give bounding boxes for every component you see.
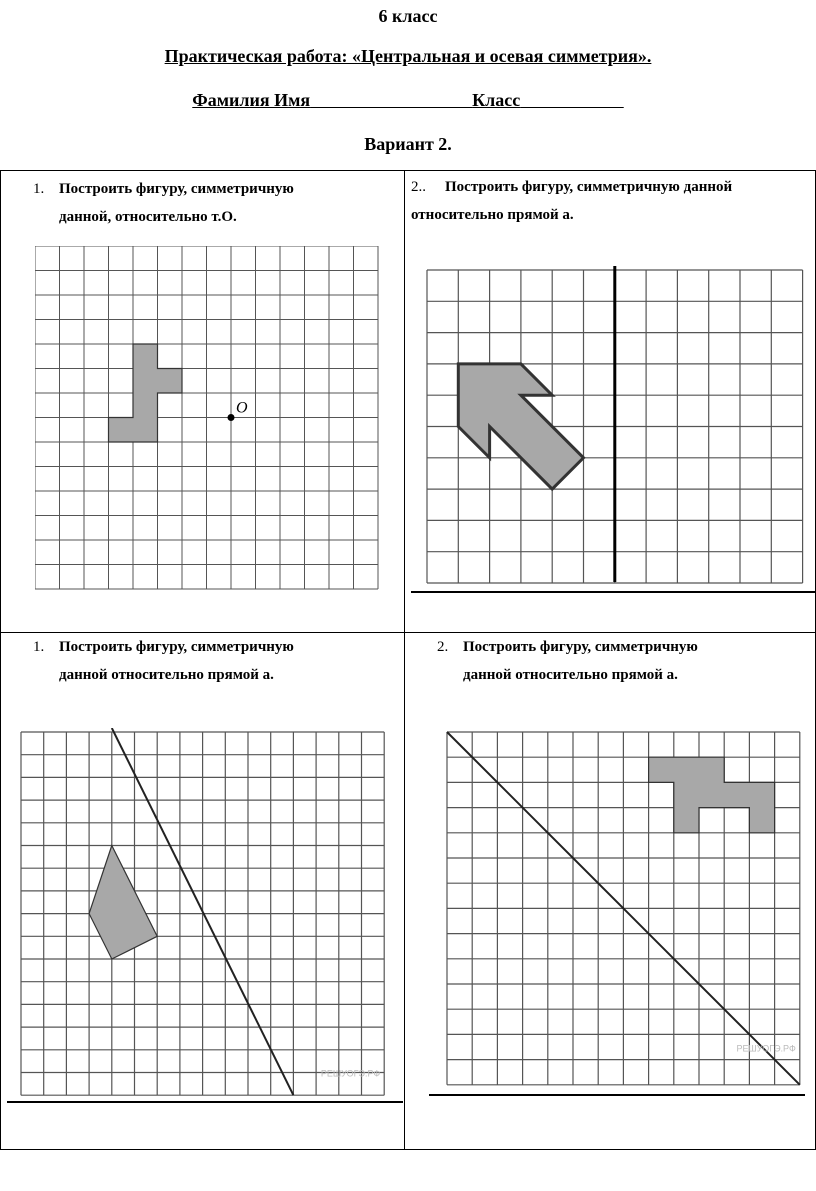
watermark: РЕШУОГЭ.РФ [736, 1043, 796, 1054]
answer-line-2 [411, 591, 816, 593]
work-title: Практическая работа: «Центральная и осевая симметрия». [164, 46, 652, 66]
point-label: O [236, 399, 248, 417]
task-1-text [33, 175, 294, 231]
task-3-line1: Построить фигуру, симметричную [59, 639, 294, 655]
task-1-line2: данной, относительно т.О. [59, 209, 237, 225]
task-3-number: 1. [33, 639, 45, 655]
task-1-drawing[interactable] [35, 246, 385, 591]
task-2-number: 2.. [411, 179, 426, 195]
task-4-number: 2. [437, 639, 449, 655]
grade-heading: 6 класс [378, 6, 438, 26]
answer-line-4 [429, 1094, 805, 1096]
name-field[interactable] [192, 90, 472, 110]
tasks-table [0, 170, 816, 1150]
task-2-text [411, 173, 732, 229]
task-cell-4 [405, 633, 816, 1150]
shaded-quadrilateral [89, 846, 157, 960]
task-cell-1 [1, 171, 405, 633]
class-label: Класс [472, 90, 521, 110]
class-field[interactable] [472, 90, 624, 110]
task-1-number: 1. [33, 181, 45, 197]
shaded-figure [649, 757, 775, 833]
task-3-line2: данной относительно прямой а. [59, 667, 274, 683]
watermark: РЕШУОГЭ.РФ [320, 1068, 381, 1079]
task-4-line1: Построить фигуру, симметричную [463, 639, 698, 655]
task-4-line2: данной относительно прямой а. [463, 667, 678, 683]
student-line [0, 90, 816, 111]
task-cell-2 [405, 171, 816, 633]
task-3-text [33, 633, 294, 689]
task-1-line1: Построить фигуру, симметричную [59, 181, 294, 197]
name-label: Фамилия Имя [192, 90, 311, 110]
task-cell-3 [1, 633, 405, 1150]
variant-heading: Вариант 2. [364, 134, 452, 154]
task-3-drawing[interactable] [17, 728, 397, 1108]
task-4-text [437, 633, 698, 689]
task-2-line1: Построить фигуру, симметричную данной [445, 179, 733, 195]
task-2-drawing[interactable] [423, 266, 807, 586]
task-4-drawing[interactable] [443, 728, 815, 1098]
center-point [228, 414, 235, 421]
answer-line-3 [7, 1101, 403, 1103]
task-2-line2: относительно прямой а. [411, 207, 574, 223]
